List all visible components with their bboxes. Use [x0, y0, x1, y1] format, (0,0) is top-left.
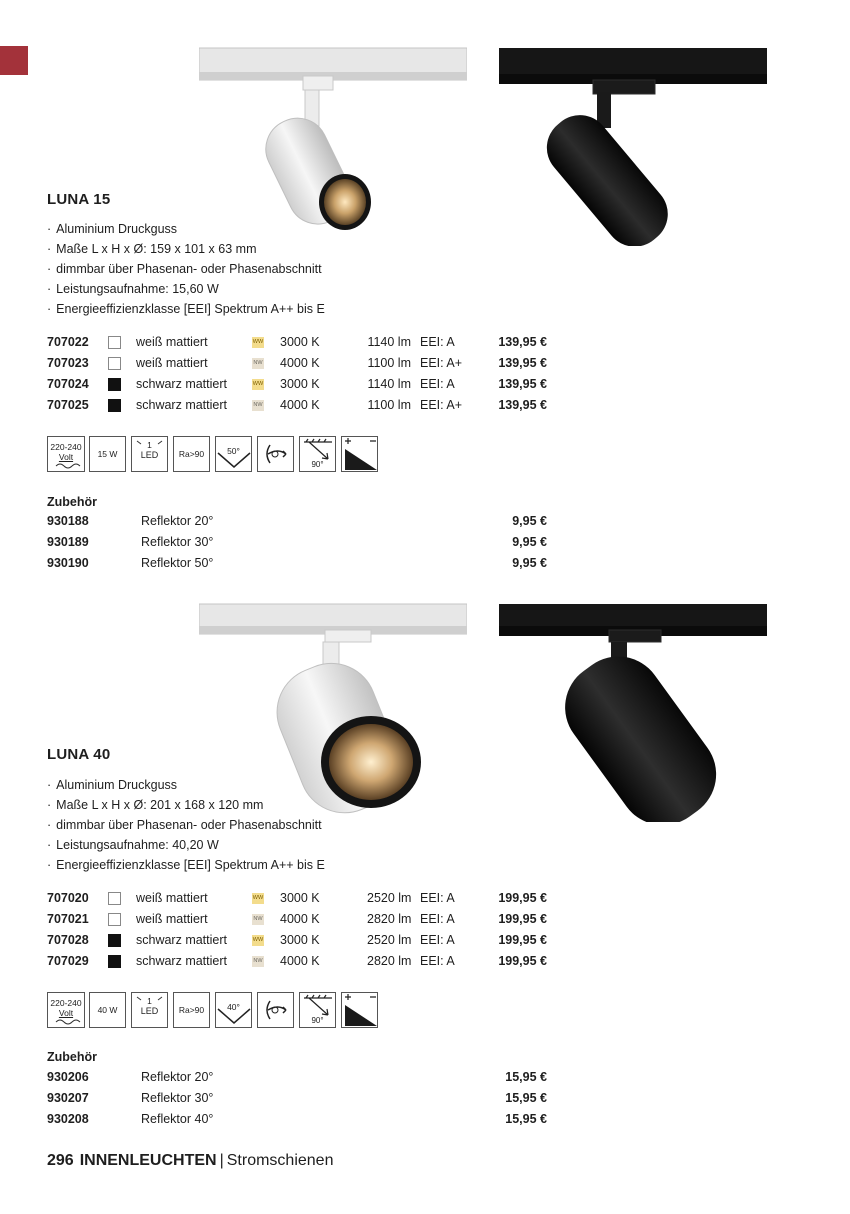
article-number: 707022 — [47, 335, 89, 349]
article-number: 930188 — [47, 514, 89, 528]
light-color-badge: NW — [252, 914, 264, 925]
beam-angle-icon: 40° — [215, 992, 252, 1028]
energy-class: EEI: A — [420, 954, 455, 968]
color-name: schwarz mattiert — [136, 377, 227, 391]
accessories-heading: Zubehör — [47, 495, 97, 509]
price: 139,95 € — [498, 356, 547, 370]
article-number: 707020 — [47, 891, 89, 905]
product-title: LUNA 15 — [47, 191, 111, 208]
price: 139,95 € — [498, 335, 547, 349]
article-number: 930207 — [47, 1091, 89, 1105]
light-color-badge: NW — [252, 400, 264, 411]
tilt-angle-icon: 90° — [299, 992, 336, 1028]
color-name: schwarz mattiert — [136, 954, 227, 968]
luminous-flux: 2520 lm — [367, 933, 412, 947]
article-number: 930208 — [47, 1112, 89, 1126]
color-temperature: 4000 K — [280, 356, 320, 370]
luminous-flux: 2520 lm — [367, 891, 412, 905]
accessory-row — [47, 1110, 557, 1131]
price: 9,95 € — [512, 535, 547, 549]
led-icon: 1 LED — [131, 992, 168, 1028]
feature-item: · Maße L x H x Ø: 201 x 168 x 120 mm — [47, 795, 325, 815]
price: 199,95 € — [498, 933, 547, 947]
luminous-flux: 1140 lm — [367, 377, 411, 391]
accessory-row — [47, 554, 557, 575]
variant-row — [47, 910, 557, 931]
color-rendering-icon: Ra>90 — [173, 992, 210, 1028]
variant-table — [47, 889, 557, 973]
accessory-description: Reflektor 50° — [141, 556, 214, 570]
product-title: LUNA 40 — [47, 746, 111, 763]
price: 139,95 € — [498, 398, 547, 412]
luminous-flux: 1100 lm — [367, 356, 411, 370]
color-name: schwarz mattiert — [136, 933, 227, 947]
color-swatch — [108, 892, 121, 905]
luminous-flux: 1100 lm — [367, 398, 411, 412]
color-temperature: 3000 K — [280, 377, 320, 391]
voltage-icon: 220-240 Volt — [47, 436, 85, 472]
accessory-description: Reflektor 20° — [141, 514, 214, 528]
color-rendering-icon: Ra>90 — [173, 436, 210, 472]
light-color-badge: WW — [252, 893, 264, 904]
light-color-badge: WW — [252, 935, 264, 946]
article-number: 930189 — [47, 535, 89, 549]
accessory-description: Reflektor 20° — [141, 1070, 214, 1084]
feature-item: · dimmbar über Phasenan- oder Phasenabschnitt — [47, 259, 325, 279]
footer-separator: | — [219, 1152, 224, 1169]
accessories-table — [47, 1068, 557, 1131]
price: 15,95 € — [505, 1112, 547, 1126]
accessory-description: Reflektor 40° — [141, 1112, 214, 1126]
variant-row — [47, 931, 557, 952]
article-number: 707028 — [47, 933, 89, 947]
feature-item: · Maße L x H x Ø: 159 x 101 x 63 mm — [47, 239, 325, 259]
dimmable-icon — [341, 436, 378, 472]
article-number: 707021 — [47, 912, 89, 926]
feature-list — [47, 219, 325, 319]
luna40-black-product-image — [499, 602, 767, 822]
wattage-icon: 15 W — [89, 436, 126, 472]
color-temperature: 3000 K — [280, 335, 320, 349]
feature-item: · Aluminium Druckguss — [47, 775, 325, 795]
accessory-description: Reflektor 30° — [141, 535, 214, 549]
energy-class: EEI: A+ — [420, 356, 463, 370]
color-swatch — [108, 357, 121, 370]
color-swatch — [108, 913, 121, 926]
color-name: weiß mattiert — [136, 356, 208, 370]
price: 9,95 € — [512, 556, 547, 570]
subsection-title: Stromschienen — [226, 1152, 334, 1169]
color-swatch — [108, 934, 121, 947]
light-color-badge: WW — [252, 337, 264, 348]
accessory-row — [47, 1089, 557, 1110]
feature-item: · Aluminium Druckguss — [47, 219, 325, 239]
energy-class: EEI: A — [420, 912, 455, 926]
article-number: 930206 — [47, 1070, 89, 1084]
dimmable-icon — [341, 992, 378, 1028]
variant-row — [47, 396, 557, 417]
led-icon: 1 LED — [131, 436, 168, 472]
price: 9,95 € — [512, 514, 547, 528]
energy-class: EEI: A — [420, 891, 455, 905]
luna15-black-product-image — [499, 46, 767, 246]
beam-angle-icon: 50° — [215, 436, 252, 472]
tilt-angle-icon: 90° — [299, 436, 336, 472]
page-number: 296 — [47, 1152, 74, 1169]
feature-item: · Energieeffizienzklasse [EEI] Spektrum A++ bis E — [47, 855, 325, 875]
price: 199,95 € — [498, 954, 547, 968]
energy-class: EEI: A — [420, 933, 455, 947]
article-number: 707025 — [47, 398, 89, 412]
price: 199,95 € — [498, 912, 547, 926]
color-temperature: 4000 K — [280, 954, 320, 968]
feature-item: · Leistungsaufnahme: 40,20 W — [47, 835, 325, 855]
accessories-table — [47, 512, 557, 575]
feature-list — [47, 775, 325, 875]
light-color-badge: NW — [252, 358, 264, 369]
luna15-white-product-image — [199, 46, 467, 246]
luminous-flux: 2820 lm — [367, 954, 412, 968]
accessory-row — [47, 533, 557, 554]
wattage-icon: 40 W — [89, 992, 126, 1028]
variant-row — [47, 375, 557, 396]
variant-row — [47, 333, 557, 354]
color-temperature: 4000 K — [280, 398, 320, 412]
article-number: 707023 — [47, 356, 89, 370]
color-name: weiß mattiert — [136, 891, 208, 905]
price: 199,95 € — [498, 891, 547, 905]
color-name: schwarz mattiert — [136, 398, 227, 412]
accessory-row — [47, 512, 557, 533]
feature-item: · dimmbar über Phasenan- oder Phasenabschnitt — [47, 815, 325, 835]
luminous-flux: 2820 lm — [367, 912, 412, 926]
voltage-icon: 220-240 Volt — [47, 992, 85, 1028]
energy-class: EEI: A — [420, 335, 455, 349]
color-temperature: 4000 K — [280, 912, 320, 926]
energy-class: EEI: A+ — [420, 398, 463, 412]
price: 15,95 € — [505, 1091, 547, 1105]
article-number: 930190 — [47, 556, 89, 570]
price: 15,95 € — [505, 1070, 547, 1084]
luminous-flux: 1140 lm — [367, 335, 411, 349]
price: 139,95 € — [498, 377, 547, 391]
page-footer — [47, 1152, 333, 1170]
light-color-badge: WW — [252, 379, 264, 390]
color-swatch — [108, 336, 121, 349]
variant-table — [47, 333, 557, 417]
variant-row — [47, 952, 557, 973]
variant-row — [47, 354, 557, 375]
accessory-row — [47, 1068, 557, 1089]
color-name: weiß mattiert — [136, 335, 208, 349]
variant-row — [47, 889, 557, 910]
color-swatch — [108, 378, 121, 391]
color-temperature: 3000 K — [280, 933, 320, 947]
rotation-icon — [257, 436, 294, 472]
accessories-heading: Zubehör — [47, 1050, 97, 1064]
feature-item: · Energieeffizienzklasse [EEI] Spektrum A++ bis E — [47, 299, 325, 319]
energy-class: EEI: A — [420, 377, 455, 391]
color-swatch — [108, 955, 121, 968]
accessory-description: Reflektor 30° — [141, 1091, 214, 1105]
section-tab-marker — [0, 46, 28, 75]
feature-item: · Leistungsaufnahme: 15,60 W — [47, 279, 325, 299]
article-number: 707029 — [47, 954, 89, 968]
section-title: INNENLEUCHTEN — [79, 1152, 217, 1169]
color-temperature: 3000 K — [280, 891, 320, 905]
color-swatch — [108, 399, 121, 412]
article-number: 707024 — [47, 377, 89, 391]
rotation-icon — [257, 992, 294, 1028]
color-name: weiß mattiert — [136, 912, 208, 926]
light-color-badge: NW — [252, 956, 264, 967]
